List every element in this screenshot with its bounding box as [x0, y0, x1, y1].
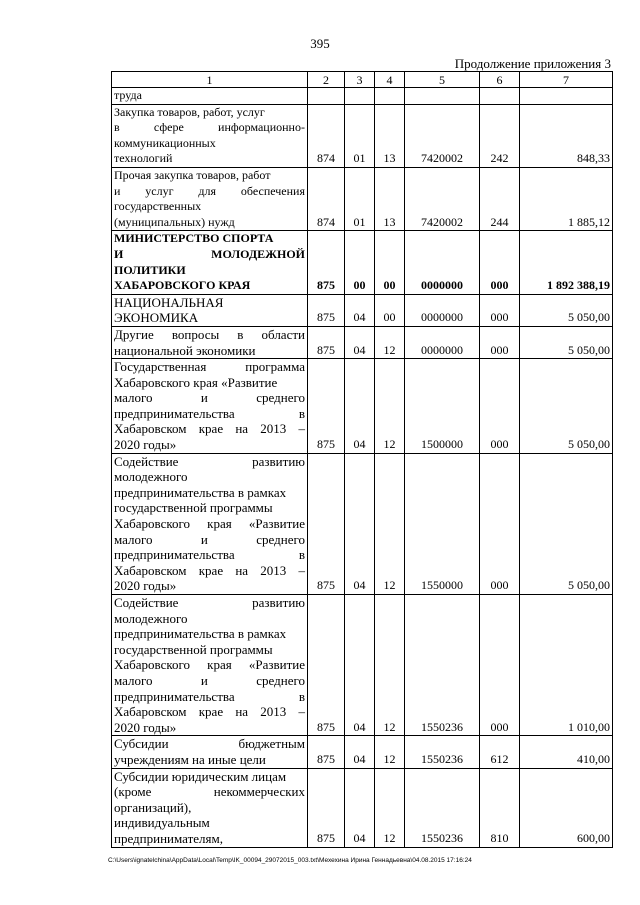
expense-type-cell: 000 — [480, 326, 520, 358]
target-article-cell — [405, 88, 480, 105]
budget-table — [111, 71, 613, 848]
section-cell: 01 — [345, 104, 375, 167]
ministry-code-cell — [308, 88, 345, 105]
target-article-cell: 1550000 — [405, 453, 480, 594]
item-name-line: 2020 годы» — [114, 578, 177, 594]
item-name-line: коммуникационных — [114, 135, 216, 150]
item-name-line: технологий — [114, 151, 173, 166]
header-cell: 4 — [375, 72, 405, 88]
subsection-cell: 12 — [375, 359, 405, 454]
target-article-cell: 0000000 — [405, 231, 480, 294]
section-cell: 04 — [345, 294, 375, 326]
item-name-line: Хабаровского края «Развитие — [114, 657, 305, 673]
section-cell — [345, 88, 375, 105]
item-name-line: Хабаровском крае на 2013 – — [114, 562, 305, 578]
item-name-line: Субсидии юридическим лицам — [114, 768, 287, 784]
item-name-line: предпринимательства в рамках — [114, 626, 287, 642]
amount-cell: 600,00 — [520, 768, 613, 847]
item-name-line: НАЦИОНАЛЬНАЯ — [114, 294, 224, 310]
item-name-line: государственной программы — [114, 500, 273, 516]
amount-cell: 5 050,00 — [520, 453, 613, 594]
item-name-line: государственной программы — [114, 641, 273, 657]
subsection-cell: 12 — [375, 453, 405, 594]
item-name-cell — [112, 88, 308, 105]
item-name-cell — [112, 768, 308, 847]
item-name-line: национальной экономики — [114, 342, 256, 358]
section-cell: 04 — [345, 326, 375, 358]
item-name-line: предпринимателям, — [114, 830, 223, 846]
expense-type-cell: 000 — [480, 595, 520, 736]
item-name-cell — [112, 167, 308, 230]
item-name-line: ЭКОНОМИКА — [114, 310, 199, 326]
item-name-line: предпринимательства в — [114, 688, 305, 704]
header-cell: 1 — [112, 72, 308, 88]
item-name-line: ХАБАРОВСКОГО КРАЯ — [114, 278, 251, 293]
continuation-note: Продолжение приложения 3 — [454, 56, 611, 71]
expense-type-cell: 000 — [480, 231, 520, 294]
table-row — [112, 359, 613, 454]
ministry-code-cell: 875 — [308, 359, 345, 454]
item-name-line: Другие вопросы в области — [114, 326, 305, 342]
header-cell: 3 — [345, 72, 375, 88]
item-name-line: Хабаровского края «Развитие — [114, 516, 305, 532]
item-name-line: молодежного — [114, 610, 188, 626]
ministry-code-cell: 875 — [308, 768, 345, 847]
item-name-line: (кроме некоммерческих — [114, 784, 305, 800]
item-name-line: Прочая закупка товаров, работ — [114, 167, 271, 182]
item-name-cell — [112, 453, 308, 594]
table-row — [112, 167, 613, 230]
subsection-cell: 12 — [375, 595, 405, 736]
item-name-line: МИНИСТЕРСТВО СПОРТА — [114, 231, 274, 246]
item-name-line: 2020 годы» — [114, 437, 177, 453]
item-name-line: организаций), — [114, 799, 192, 815]
expense-type-cell: 000 — [480, 294, 520, 326]
header-row — [112, 72, 613, 88]
ministry-code-cell: 875 — [308, 326, 345, 358]
item-name-line: предпринимательства в рамках — [114, 484, 287, 500]
amount-cell: 410,00 — [520, 736, 613, 768]
header-cell: 6 — [480, 72, 520, 88]
item-name-line: (муниципальных) нужд — [114, 214, 235, 229]
item-name-line: малого и среднего — [114, 531, 305, 547]
item-name-line: 2020 годы» — [114, 719, 177, 735]
section-cell: 04 — [345, 595, 375, 736]
section-cell: 04 — [345, 736, 375, 768]
target-article-cell: 1500000 — [405, 359, 480, 454]
subsection-cell: 12 — [375, 326, 405, 358]
target-article-cell: 0000000 — [405, 326, 480, 358]
amount-cell: 5 050,00 — [520, 359, 613, 454]
item-name-line: предпринимательства в — [114, 405, 305, 421]
expense-type-cell: 244 — [480, 167, 520, 230]
expense-type-cell: 612 — [480, 736, 520, 768]
subsection-cell: 12 — [375, 736, 405, 768]
section-cell: 04 — [345, 359, 375, 454]
item-name-line: молодежного — [114, 469, 188, 485]
subsection-cell: 12 — [375, 768, 405, 847]
subsection-cell: 13 — [375, 167, 405, 230]
amount-cell: 5 050,00 — [520, 294, 613, 326]
subsection-cell: 00 — [375, 294, 405, 326]
target-article-cell: 1550236 — [405, 768, 480, 847]
ministry-code-cell: 875 — [308, 294, 345, 326]
section-cell: 00 — [345, 231, 375, 294]
table-row — [112, 453, 613, 594]
header-cell: 5 — [405, 72, 480, 88]
header-cell: 7 — [520, 72, 613, 88]
item-name-line: учреждениям на иные цели — [114, 751, 266, 767]
item-name-cell — [112, 326, 308, 358]
target-article-cell: 1550236 — [405, 595, 480, 736]
item-name-cell — [112, 104, 308, 167]
ministry-code-cell: 875 — [308, 595, 345, 736]
ministry-code-cell: 874 — [308, 104, 345, 167]
ministry-code-cell: 875 — [308, 736, 345, 768]
ministry-code-cell: 875 — [308, 231, 345, 294]
item-name-cell — [112, 231, 308, 294]
item-name-line: Государственная программа — [114, 359, 305, 375]
item-name-line: Хабаровском крае на 2013 – — [114, 421, 305, 437]
item-name-line: труда — [114, 88, 142, 102]
target-article-cell: 7420002 — [405, 167, 480, 230]
target-article-cell: 7420002 — [405, 104, 480, 167]
target-article-cell: 1550236 — [405, 736, 480, 768]
page-number: 395 — [310, 36, 330, 51]
table-row — [112, 326, 613, 358]
item-name-line: Хабаровского края «Развитие — [114, 374, 278, 390]
ministry-code-cell: 875 — [308, 453, 345, 594]
item-name-line: Содействие развитию — [114, 453, 305, 469]
expense-type-cell: 000 — [480, 453, 520, 594]
item-name-line: малого и среднего — [114, 390, 305, 406]
item-name-line: И МОЛОДЕЖНОЙ — [114, 246, 305, 261]
section-cell: 01 — [345, 167, 375, 230]
subsection-cell: 00 — [375, 231, 405, 294]
item-name-line: Содействие развитию — [114, 595, 305, 610]
amount-cell: 1 010,00 — [520, 595, 613, 736]
expense-type-cell: 000 — [480, 359, 520, 454]
table-row — [112, 768, 613, 847]
item-name-line: Субсидии бюджетным — [114, 736, 305, 752]
expense-type-cell: 242 — [480, 104, 520, 167]
item-name-cell — [112, 359, 308, 454]
item-name-line: индивидуальным — [114, 815, 210, 831]
item-name-cell — [112, 736, 308, 768]
header-cell: 2 — [308, 72, 345, 88]
ministry-code-cell: 874 — [308, 167, 345, 230]
item-name-line: в сфере информационно- — [114, 120, 305, 135]
item-name-line: Хабаровском крае на 2013 – — [114, 704, 305, 720]
item-name-cell — [112, 595, 308, 736]
section-cell: 04 — [345, 768, 375, 847]
amount-cell: 848,33 — [520, 104, 613, 167]
expense-type-cell — [480, 88, 520, 105]
section-cell: 04 — [345, 453, 375, 594]
item-name-line: государственных — [114, 199, 202, 214]
table-row — [112, 104, 613, 167]
expense-type-cell: 810 — [480, 768, 520, 847]
table-row — [112, 736, 613, 768]
table-row — [112, 88, 613, 105]
amount-cell — [520, 88, 613, 105]
item-name-line: предпринимательства в — [114, 547, 305, 563]
amount-cell: 5 050,00 — [520, 326, 613, 358]
table-row — [112, 595, 613, 736]
file-path-footer: C:\Users\ignatelchina\AppData\Local\Temp\IK_00094_29072015_003.txt\Мехехина Ирина Геннадьевна\04.08.2015 17:16:24 — [108, 857, 472, 864]
target-article-cell: 0000000 — [405, 294, 480, 326]
table-row — [112, 294, 613, 326]
item-name-line: ПОЛИТИКИ — [114, 262, 186, 277]
item-name-line: малого и среднего — [114, 672, 305, 688]
item-name-cell — [112, 294, 308, 326]
amount-cell: 1 892 388,19 — [520, 231, 613, 294]
table-row — [112, 231, 613, 294]
subsection-cell — [375, 88, 405, 105]
subsection-cell: 13 — [375, 104, 405, 167]
item-name-line: и услуг для обеспечения — [114, 183, 305, 198]
amount-cell: 1 885,12 — [520, 167, 613, 230]
item-name-line: Закупка товаров, работ, услуг — [114, 104, 265, 119]
